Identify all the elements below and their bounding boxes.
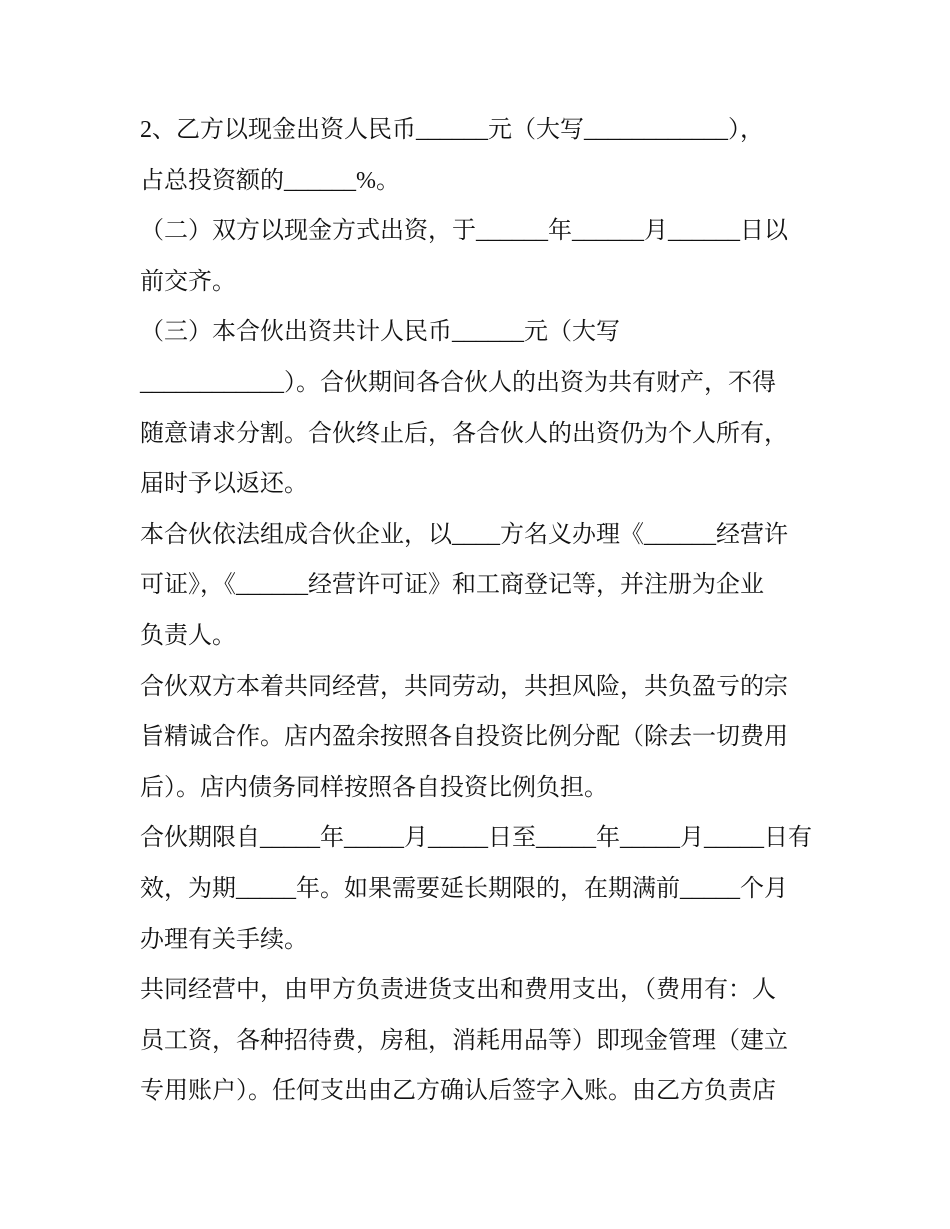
text-line: 旨精诚合作。店内盈余按照各自投资比例分配（除去一切费用	[140, 724, 788, 751]
text-line: 前交齐。	[140, 268, 236, 295]
text-line: 届时予以返还。	[140, 471, 308, 498]
document-body	[140, 105, 830, 1117]
text-line: 占总投资额的______%。	[140, 167, 400, 194]
text-line: 负责人。	[140, 622, 236, 649]
text-line: 效，为期_____年。如果需要延长期限的，在期满前_____个月	[140, 875, 788, 902]
text-line: 随意请求分割。合伙终止后，各合伙人的出资仍为个人所有，	[140, 420, 788, 447]
text-line: 可证》，《______经营许可证》和工商登记等，并注册为企业	[140, 572, 764, 599]
text-line: 后）。店内债务同样按照各自投资比例负担。	[140, 774, 608, 801]
text-line: 员工资，各种招待费，房租，消耗用品等）即现金管理（建立	[140, 1027, 788, 1054]
text-line: （二）双方以现金方式出资，于______年______月______日以	[140, 218, 788, 245]
text-line: 2、乙方以现金出资人民币______元（大写____________），	[140, 117, 764, 143]
text-line: ____________）。合伙期间各合伙人的出资为共有财产，不得	[140, 369, 776, 396]
text-line: 专用账户）。任何支出由乙方确认后签字入账。由乙方负责店	[140, 1078, 776, 1105]
text-line: 本合伙依法组成合伙企业，以____方名义办理《______经营许	[140, 521, 788, 548]
text-line: 共同经营中，由甲方负责进货支出和费用支出，（费用有：人	[140, 977, 776, 1004]
text-line: 合伙双方本着共同经营，共同劳动，共担风险，共负盈亏的宗	[140, 673, 788, 700]
text-line: 办理有关手续。	[140, 926, 308, 953]
text-line: （三）本合伙出资共计人民币______元（大写	[140, 319, 620, 346]
text-line: 合伙期限自_____年_____月_____日至_____年_____月_____日有	[140, 825, 812, 852]
